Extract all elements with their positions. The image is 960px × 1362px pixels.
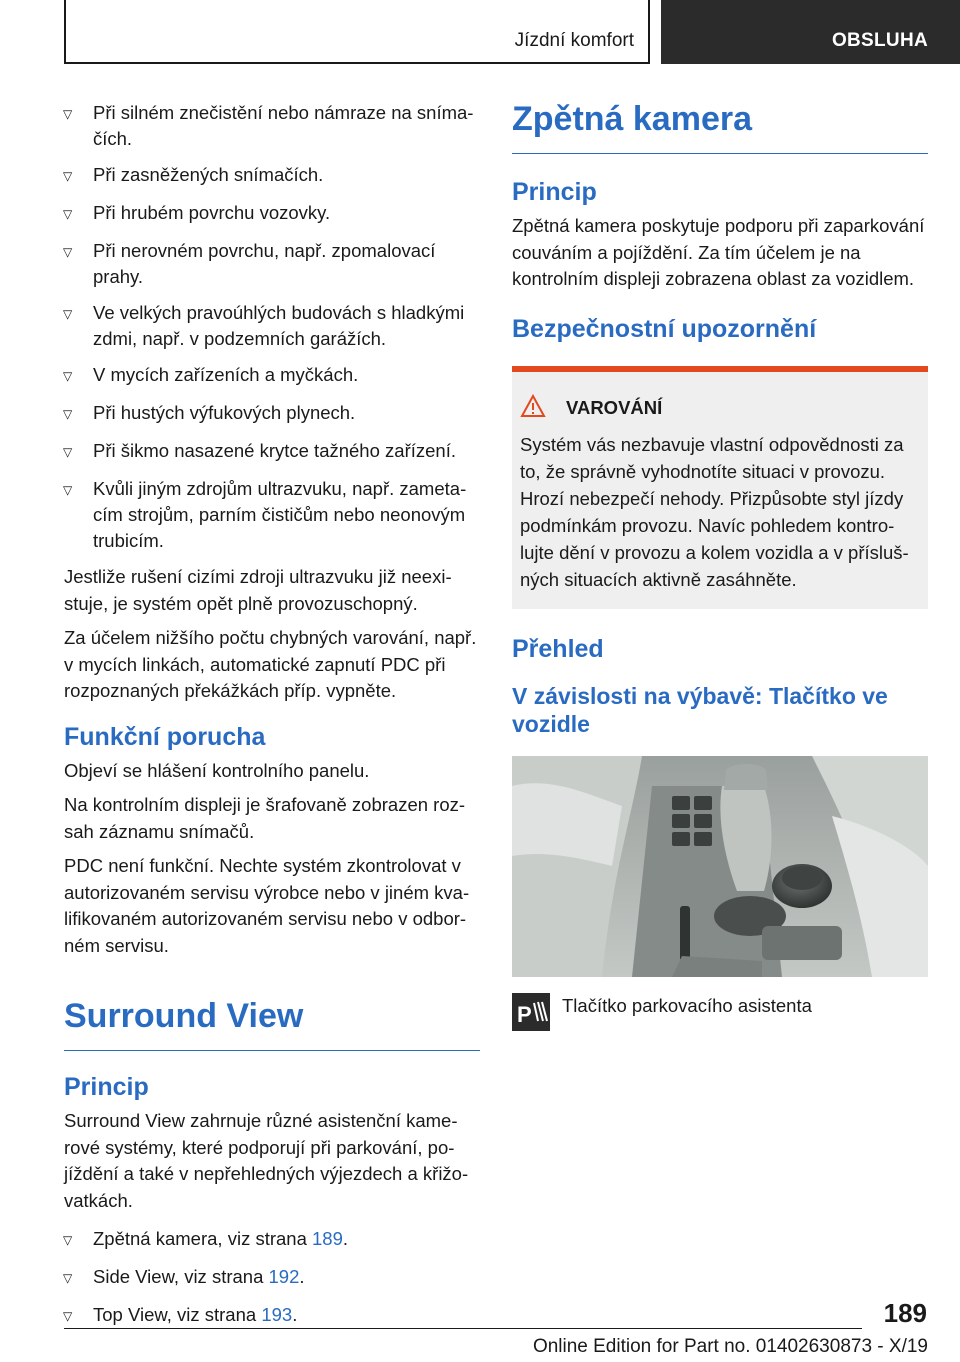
- list-item: ▷ Při šikmo nasazené krytce tažného zařízení.: [64, 438, 480, 466]
- list-item: ▷ Side View, viz strana 192.: [64, 1264, 480, 1292]
- heading-safety: Bezpečnostní upozornění: [512, 314, 817, 343]
- right-column: [512, 100, 928, 1031]
- paragraph: Na kontrolním displeji je šrafovaně zobrazen rozsah záznamu snímačů.: [64, 794, 466, 842]
- left-column: [64, 100, 480, 1340]
- page-header: [0, 0, 960, 70]
- bullet-triangle-icon: [64, 200, 93, 228]
- bullet-triangle-icon: [64, 438, 93, 466]
- warning-box: [512, 366, 928, 609]
- paragraph: Zpětná kamera poskytuje podporu při zaparkování couváním a pojíždění. Za tím účelem je na kontrolním displeji zobrazena oblast za vozidlem.: [512, 215, 925, 289]
- bullet-triangle-icon: [64, 162, 93, 190]
- heading-principle: Princip: [64, 1073, 149, 1101]
- page-number: 189: [883, 1298, 927, 1328]
- bullet-triangle-icon: [64, 238, 93, 290]
- header-section-title: Jízdní komfort: [514, 30, 634, 51]
- heading-equipment: V závislosti na výbavě: Tlačítko ve vozidle: [512, 682, 888, 737]
- header-rule-left: [64, 0, 66, 64]
- heading-fault: Funkční porucha: [64, 722, 266, 751]
- list-item: ▷ Při hustých výfukových plynech.: [64, 400, 480, 428]
- list-item: ▷ Při silném znečistění nebo námraze na snímačích.: [64, 100, 480, 152]
- header-chapter-tab: [661, 0, 960, 64]
- warning-triangle-icon: [520, 394, 566, 423]
- page-link[interactable]: 189: [312, 1228, 343, 1249]
- paragraph: Surround View zahrnuje různé asistenční kamerové systémy, které podporují při parkování, pojíždění a také v nepřehledných výjezdech a křižovatkách.: [64, 1110, 469, 1211]
- warning-title: VAROVÁNÍ: [566, 397, 663, 418]
- bullet-triangle-icon: [64, 362, 93, 390]
- parking-assist-icon[interactable]: [512, 993, 550, 1031]
- header-chapter-label: OBSLUHA: [831, 30, 928, 51]
- parking-assist-row: [512, 993, 928, 1031]
- paragraph: Jestliže rušení cizími zdroji ultrazvuku již neexistuje, je systém opět plně provozuschopný.: [64, 566, 452, 614]
- page-link[interactable]: 193: [261, 1304, 293, 1325]
- bullet-triangle-icon: [64, 100, 93, 152]
- center-console-photo: [512, 756, 928, 977]
- list-item: ▷ Ve velkých pravoúhlých budovách s hladkými zdmi, např. v podzemních garážích.: [64, 300, 480, 352]
- page-link[interactable]: 192: [268, 1266, 300, 1287]
- bullet-triangle-icon: [64, 400, 93, 428]
- header-rule-bottom: [64, 62, 650, 64]
- paragraph: Objeví se hlášení kontrolního panelu.: [64, 759, 370, 781]
- bullet-triangle-icon: [64, 1264, 93, 1292]
- bullet-triangle-icon: [64, 476, 93, 554]
- heading-principle: Princip: [512, 178, 597, 206]
- paragraph: Za účelem nižšího počtu chybných varování, např. v mycích linkách, automatické zapnutí PDC při rozpoznaných překážkách příp. vypněte.: [64, 627, 477, 701]
- heading-surround-view: Surround View: [64, 997, 480, 1051]
- heading-rear-camera: Zpětná kamera: [512, 100, 928, 154]
- list-item: ▷ Při hrubém povrchu vozovky.: [64, 200, 480, 228]
- bullet-triangle-icon: [64, 1226, 93, 1254]
- list-item: ▷ Při zasněžených snímačích.: [64, 162, 480, 190]
- list-item: ▷ Top View, viz strana 193.: [64, 1302, 480, 1330]
- header-rule-right: [648, 0, 650, 64]
- parking-assist-label: Tlačítko parkovacího asistenta: [562, 994, 812, 1016]
- footer-text: Online Edition for Part no. 01402630873 - X/19: [532, 1336, 928, 1357]
- heading-overview: Přehled: [512, 634, 604, 663]
- list-item: ▷ V mycích zařízeních a myčkách.: [64, 362, 480, 390]
- svg-text:P: P: [517, 1001, 532, 1027]
- footer-rule: [64, 1328, 862, 1329]
- list-item: ▷ Kvůli jiným zdrojům ultrazvuku, např. zametacím strojům, parním čističům nebo neonovým trubicím.: [64, 476, 480, 554]
- bullet-triangle-icon: [64, 300, 93, 352]
- warning-text: Systém vás nezbavuje vlastní odpovědnosti za to, že správně vyhodnotíte situaci v provozu. Hrozí nebezpečí nehody. Přizpůsobte styl jízdy podmínkám provozu. Navíc pohledem kontrolujte dění v provozu a kolem vozidla a v příslušných situacích aktivně zasáhněte.: [520, 433, 909, 590]
- list-item: ▷ Při nerovném povrchu, např. zpomalovací prahy.: [64, 238, 480, 290]
- list-item: ▷ Zpětná kamera, viz strana 189.: [64, 1226, 480, 1254]
- paragraph: PDC není funkční. Nechte systém zkontrolovat v autorizovaném servisu výrobce nebo v jiném kvalifikovaném autorizovaném servisu nebo v odborném servisu.: [64, 855, 470, 956]
- bullet-triangle-icon: [64, 1302, 93, 1330]
